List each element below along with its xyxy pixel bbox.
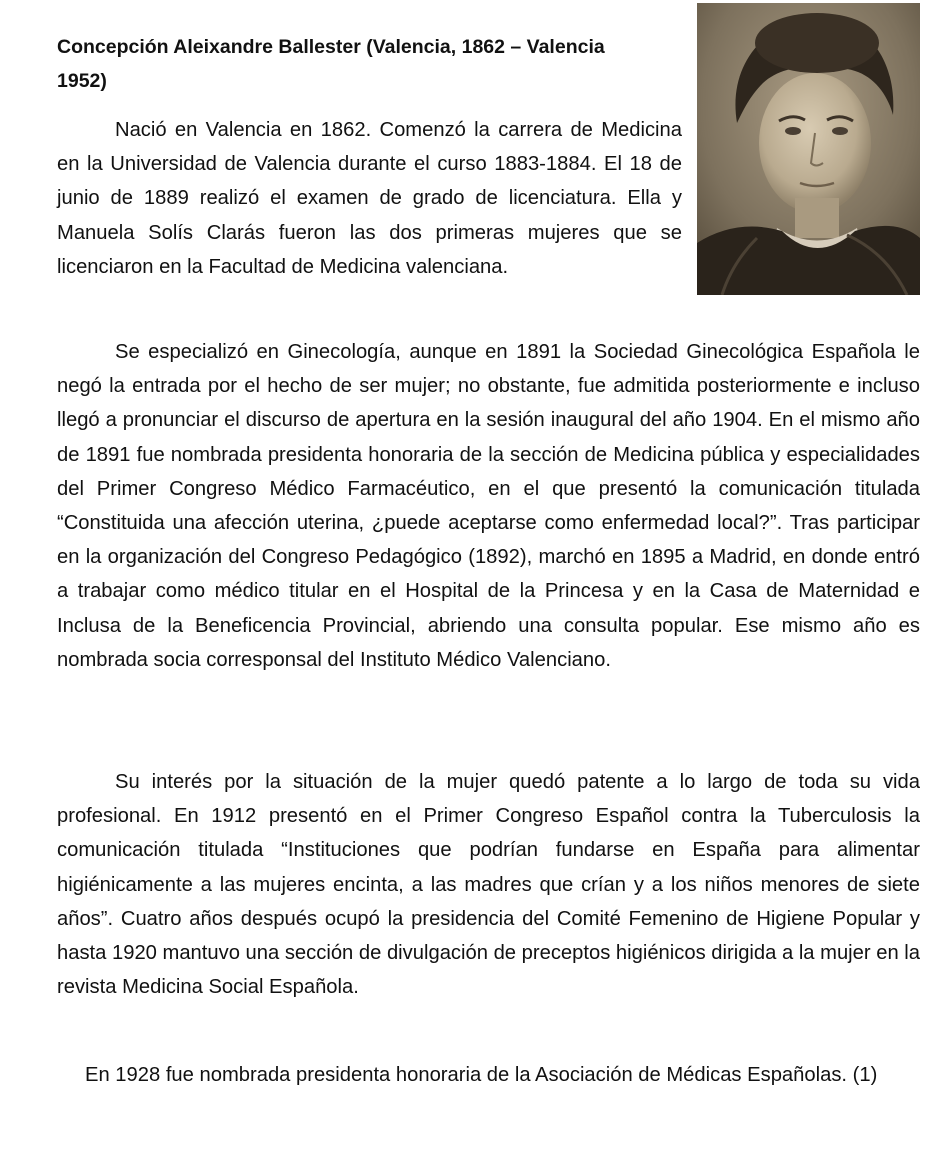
paragraph-4: En 1928 fue nombrada presidenta honoraria de la Asociación de Médicas Españolas. (1) bbox=[85, 1064, 878, 1086]
paragraph-1: Nació en Valencia en 1862. Comenzó la carrera de Medicina en la Universidad de Valencia durante el curso 1883-1884. El 18 de junio de 1889 realizó el examen de grado de licenciatura. Ella y Manuela Solís Clarás fueron las dos primeras mujeres que se licenciaron en la Facultad de Medicina valenciana. bbox=[57, 119, 682, 278]
paragraph-2: Se especializó en Ginecología, aunque en 1891 la Sociedad Ginecológica Española le negó la entrada por el hecho de ser mujer; no obstante, fue admitida posteriormente e incluso llegó a pronunciar el discurso de apertura en la sesión inaugural del año 1904. En el mismo año de 1891 fue nombrada presidenta honoraria de la sección de Medicina pública y especialidades del Primer Congreso Médico Farmacéutico, en el que presentó la comunicación titulada “Constituida una afección uterina, ¿puede aceptarse como enfermedad local?”. Tras participar en la organización del Congreso Pedagógico (1892), marchó en 1895 a Madrid, en donde entró a trabajar como médico titular en el Hospital de la Princesa y en la Casa de Maternidad e Inclusa de la Beneficencia Provincial, abriendo una consulta popular. Ese mismo año es nombrada socia corresponsal del Instituto Médico Valenciano. bbox=[57, 341, 920, 671]
page-title: Concepción Aleixandre Ballester (Valencia, 1862 – Valencia 1952) bbox=[57, 36, 605, 92]
portrait-photo bbox=[697, 3, 920, 295]
portrait-photo-icon bbox=[697, 3, 920, 295]
paragraph-3: Su interés por la situación de la mujer quedó patente a lo largo de toda su vida profesional. En 1912 presentó en el Primer Congreso Español contra la Tuberculosis la comunicación titulada “Instituciones que podrían fundarse en España para alimentar higiénicamente a las mujeres encinta, a las madres que crían y a los niños menores de siete años”. Cuatro años después ocupó la presidencia del Comité Femenino de Higiene Popular y hasta 1920 mantuvo una sección de divulgación de preceptos higiénicos dirigida a la mujer en la revista Medicina Social Española. bbox=[57, 771, 921, 999]
